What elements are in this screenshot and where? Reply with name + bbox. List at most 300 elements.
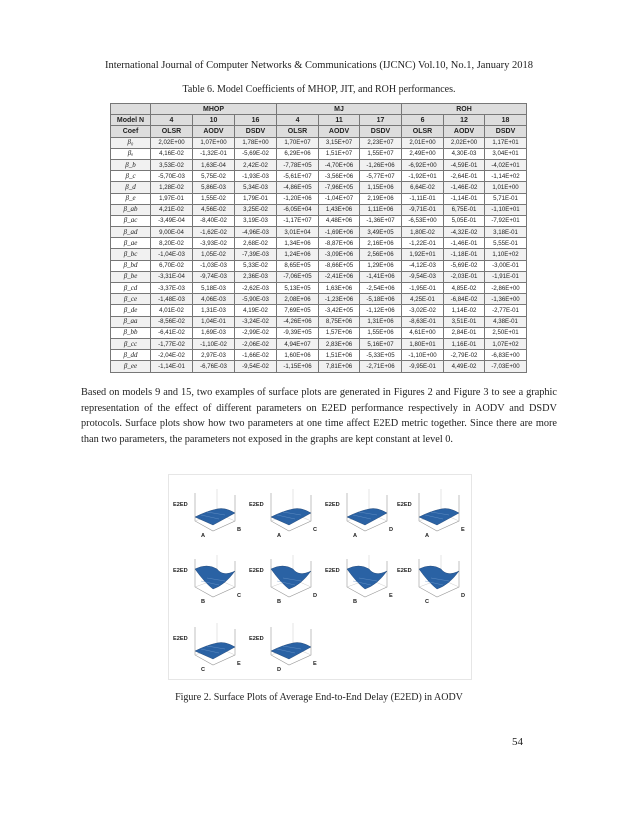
table-cell: -3,49E-04 — [151, 215, 193, 226]
table-column-header: DSDV — [360, 126, 402, 137]
table-cell: -2,77E-01 — [485, 305, 527, 316]
table-cell: -1,91E-01 — [485, 271, 527, 282]
table-cell: 3,25E-02 — [235, 204, 277, 215]
table-cell: -7,92E+01 — [485, 215, 527, 226]
table-cell: -2,04E-02 — [151, 350, 193, 361]
table-cell: -4,26E+06 — [277, 316, 319, 327]
table-cell: 1,07E+00 — [193, 137, 235, 148]
table-cell: -4,86E+05 — [277, 182, 319, 193]
z-axis-label: E2ED — [397, 502, 412, 508]
table-cell: -1,20E+06 — [277, 193, 319, 204]
table-cell: 6,75E-01 — [444, 204, 485, 215]
z-axis-label: E2ED — [397, 568, 412, 574]
table-cell: 2,02E+00 — [151, 137, 193, 148]
y-axis-label: E — [461, 527, 465, 533]
table-row — [111, 182, 527, 193]
table-cell: 6,29E+06 — [277, 148, 319, 159]
table-cell: -1,14E+02 — [485, 171, 527, 182]
table-cell: -5,70E-03 — [151, 171, 193, 182]
table-cell: -6,05E+04 — [277, 204, 319, 215]
table-cell: -1,04E-03 — [151, 249, 193, 260]
table-row — [111, 316, 527, 327]
table-cell: 7,81E+06 — [319, 361, 360, 372]
table-cell: -1,10E+00 — [402, 350, 444, 361]
table-cell: 1,05E-02 — [193, 249, 235, 260]
table-cell: -1,18E-01 — [444, 249, 485, 260]
table-cell: -1,66E-02 — [235, 350, 277, 361]
table-cell: 1,51E+07 — [319, 148, 360, 159]
table-cell: -7,39E-03 — [235, 249, 277, 260]
table-cell: -1,95E-01 — [402, 283, 444, 294]
table-cell: -5,18E+06 — [360, 294, 402, 305]
table-cell: 4,49E-02 — [444, 361, 485, 372]
x-axis-label: A — [201, 533, 206, 539]
table-row — [111, 305, 527, 316]
table-cell: 2,19E+06 — [360, 193, 402, 204]
table-cell: -6,41E-02 — [151, 327, 193, 338]
coef-symbol: β_e — [111, 193, 151, 204]
table-cell: 1,16E-01 — [444, 338, 485, 349]
body-paragraph: Based on models 9 and 15, two examples of surface plots are generated in Figures 2 and Figure 3 to see a graphic representation of the effect of different parameters on E2ED performance respectively in AODV and DSDV protocols. Surface plots show how two parameters at one time affect E2ED metric together. Since there are more than two parameters, the parameters not exposed in the graphs are kept constant at level 0. — [81, 387, 557, 445]
coef-symbol: β_ce — [111, 294, 151, 305]
table-row — [111, 171, 527, 182]
table-cell: 2,01E+00 — [402, 137, 444, 148]
surface-plot — [325, 481, 397, 543]
table-model-number: 4 — [151, 115, 193, 126]
table-cell: -3,42E+05 — [319, 305, 360, 316]
table-cell: -7,78E+05 — [277, 159, 319, 170]
table-cell: 1,57E+06 — [319, 327, 360, 338]
table-cell: -2,62E-03 — [235, 283, 277, 294]
table-row — [111, 238, 527, 249]
table-cell: -9,95E-01 — [402, 361, 444, 372]
coef-symbol: β_dd — [111, 350, 151, 361]
table-group-header: MJ — [277, 104, 402, 115]
table-cell: -4,96E-03 — [235, 227, 277, 238]
coef-symbol: β_ee — [111, 361, 151, 372]
z-axis-label: E2ED — [173, 568, 188, 574]
table-cell: -1,41E+06 — [360, 271, 402, 282]
x-axis-label: B — [353, 599, 358, 605]
table-cell: 7,69E+05 — [277, 305, 319, 316]
table-row — [111, 227, 527, 238]
table-row — [111, 350, 527, 361]
z-axis-label: E2ED — [249, 568, 264, 574]
coef-symbol: β_ae — [111, 238, 151, 249]
table-cell: 6,70E-02 — [151, 260, 193, 271]
table-row — [111, 338, 527, 349]
coef-symbol: βₐ — [111, 148, 151, 159]
table-cell: -6,76E-03 — [193, 361, 235, 372]
table-cell: 4,21E-02 — [151, 204, 193, 215]
coef-symbol: β_ad — [111, 227, 151, 238]
table-cell: 5,55E-01 — [485, 238, 527, 249]
y-axis-label: E — [237, 661, 241, 667]
y-axis-label: E — [313, 661, 317, 667]
table-row — [111, 249, 527, 260]
table-cell: -1,12E+06 — [360, 305, 402, 316]
table-cell: -3,09E+06 — [319, 249, 360, 260]
table-cell: 5,71E-01 — [485, 193, 527, 204]
coef-symbol: β_bc — [111, 249, 151, 260]
table-model-row — [111, 115, 527, 126]
table-cell: -4,70E+06 — [319, 159, 360, 170]
table-model-number: 6 — [402, 115, 444, 126]
table-cell: -4,59E-01 — [444, 159, 485, 170]
table-cell: 1,69E-03 — [193, 327, 235, 338]
table-cell: -1,26E+06 — [360, 159, 402, 170]
surface-plot — [249, 547, 321, 609]
table-cell: 2,23E+07 — [360, 137, 402, 148]
table-cell: 5,75E-02 — [193, 171, 235, 182]
table-cell: 4,30E-03 — [444, 148, 485, 159]
table-cell: 1,29E+06 — [360, 260, 402, 271]
table-cell: -1,93E-03 — [235, 171, 277, 182]
table-cell: -6,84E-02 — [444, 294, 485, 305]
journal-header: International Journal of Computer Networks & Communications (IJCNC) Vol.10, No.1, January 2018 — [104, 60, 534, 71]
table-cell: 5,13E+05 — [277, 283, 319, 294]
table-cell: 2,49E+00 — [402, 148, 444, 159]
table-cell: 5,33E-02 — [235, 260, 277, 271]
table-cell: 2,84E-01 — [444, 327, 485, 338]
z-axis-label: E2ED — [249, 502, 264, 508]
table-cell: -1,22E-01 — [402, 238, 444, 249]
table-row — [111, 148, 527, 159]
table-cell: 1,43E+06 — [319, 204, 360, 215]
y-axis-label: C — [237, 593, 242, 599]
table-cell: 3,53E-02 — [151, 159, 193, 170]
table-cell: 2,08E+06 — [277, 294, 319, 305]
table-cell: 1,55E+06 — [360, 327, 402, 338]
table-cell: -1,10E-02 — [193, 338, 235, 349]
table-cell: 1,24E+06 — [277, 249, 319, 260]
table-model-number: 10 — [193, 115, 235, 126]
table-cell: -3,24E-02 — [235, 316, 277, 327]
table-cell: 1,78E+00 — [235, 137, 277, 148]
table-cell: 9,00E-04 — [151, 227, 193, 238]
table-row — [111, 193, 527, 204]
table-cell: 8,20E-02 — [151, 238, 193, 249]
table-cell: -1,32E-01 — [193, 148, 235, 159]
table-cell: -5,90E-03 — [235, 294, 277, 305]
table-cell: -5,61E+07 — [277, 171, 319, 182]
table-row — [111, 159, 527, 170]
x-axis-label: C — [425, 599, 430, 605]
table-cell: 2,56E+06 — [360, 249, 402, 260]
table-cell: 4,19E-02 — [235, 305, 277, 316]
table-cell: 1,04E-01 — [193, 316, 235, 327]
table-model-number: 12 — [444, 115, 485, 126]
table-coef-label: Coef — [111, 126, 151, 137]
table-cell: -3,56E+06 — [319, 171, 360, 182]
surface-mesh — [347, 509, 387, 526]
table-cell: 4,25E-01 — [402, 294, 444, 305]
table-cell: 2,97E-03 — [193, 350, 235, 361]
surface-plot — [173, 547, 245, 609]
table-cell: 4,56E-02 — [193, 204, 235, 215]
table-cell: -1,14E-01 — [444, 193, 485, 204]
table-cell: 4,94E+07 — [277, 338, 319, 349]
table-cell: -5,33E+05 — [360, 350, 402, 361]
coef-symbol: β_aa — [111, 316, 151, 327]
coef-symbol: β_d — [111, 182, 151, 193]
coef-symbol: β_bb — [111, 327, 151, 338]
table-cell: -9,54E-03 — [402, 271, 444, 282]
table-row — [111, 283, 527, 294]
table-corner-cell — [111, 104, 151, 115]
table-row — [111, 137, 527, 148]
table-cell: -2,41E+06 — [319, 271, 360, 282]
table-column-header: AODV — [319, 126, 360, 137]
coef-symbol: β_ac — [111, 215, 151, 226]
table-cell: -4,32E-02 — [444, 227, 485, 238]
table-cell: 4,16E-02 — [151, 148, 193, 159]
coef-symbol: β₀ — [111, 137, 151, 148]
table-cell: -1,10E+01 — [485, 204, 527, 215]
y-axis-label: C — [313, 527, 318, 533]
table-cell: 5,18E-03 — [193, 283, 235, 294]
table-cell: -8,40E-02 — [193, 215, 235, 226]
table-column-header: AODV — [444, 126, 485, 137]
coef-symbol: β_b — [111, 159, 151, 170]
surface-mesh — [271, 643, 311, 660]
table-cell: 8,65E+05 — [277, 260, 319, 271]
z-axis-label: E2ED — [173, 636, 188, 642]
x-axis-label: B — [277, 599, 282, 605]
table-column-header: OLSR — [277, 126, 319, 137]
table-cell: 1,80E+01 — [402, 338, 444, 349]
table-cell: 1,92E+01 — [402, 249, 444, 260]
table-cell: 4,01E-02 — [151, 305, 193, 316]
surface-plot — [397, 547, 469, 609]
surface-mesh — [347, 566, 387, 589]
table-cell: 1,55E+07 — [360, 148, 402, 159]
table-column-row — [111, 126, 527, 137]
table-cell: -8,87E+06 — [319, 238, 360, 249]
x-axis-label: C — [201, 667, 206, 673]
table-cell: 1,28E-02 — [151, 182, 193, 193]
table-cell: -3,31E-04 — [151, 271, 193, 282]
table-cell: 1,07E+02 — [485, 338, 527, 349]
table-cell: -2,79E-02 — [444, 350, 485, 361]
coef-symbol: β_cc — [111, 338, 151, 349]
table-cell: 4,85E-02 — [444, 283, 485, 294]
table-cell: -5,69E-02 — [444, 260, 485, 271]
table-cell: 6,64E-02 — [402, 182, 444, 193]
table-cell: 3,49E+05 — [360, 227, 402, 238]
table-cell: -8,66E+05 — [319, 260, 360, 271]
surface-mesh — [195, 643, 235, 660]
y-axis-label: B — [237, 527, 242, 533]
table-cell: -3,00E-01 — [485, 260, 527, 271]
table-cell: -2,86E+00 — [485, 283, 527, 294]
table-cell: 1,63E+06 — [319, 283, 360, 294]
x-axis-label: A — [353, 533, 358, 539]
table-cell: -1,46E-01 — [444, 238, 485, 249]
table-column-header: OLSR — [402, 126, 444, 137]
table-cell: -7,03E+00 — [485, 361, 527, 372]
table-cell: -3,93E-02 — [193, 238, 235, 249]
table-group-row — [111, 104, 527, 115]
table-cell: 1,31E+06 — [360, 316, 402, 327]
x-axis-label: A — [277, 533, 282, 539]
table-cell: -2,71E+06 — [360, 361, 402, 372]
table-cell: -2,64E-01 — [444, 171, 485, 182]
surface-plots-figure — [168, 474, 472, 680]
figure-caption: Figure 2. Surface Plots of Average End-to-End Delay (E2ED) in AODV — [175, 692, 463, 703]
table-cell: -1,11E-01 — [402, 193, 444, 204]
coef-symbol: β_c — [111, 171, 151, 182]
table-cell: -6,53E+00 — [402, 215, 444, 226]
table-cell: 1,15E+06 — [360, 182, 402, 193]
y-axis-label: D — [461, 593, 466, 599]
z-axis-label: E2ED — [325, 568, 340, 574]
table-group-header: MHOP — [151, 104, 277, 115]
table-row — [111, 327, 527, 338]
surface-plot — [173, 481, 245, 543]
table-cell: -2,03E-01 — [444, 271, 485, 282]
table-cell: -9,54E-02 — [235, 361, 277, 372]
table-cell: 1,63E-04 — [193, 159, 235, 170]
table-column-header: AODV — [193, 126, 235, 137]
table-cell: -4,12E-03 — [402, 260, 444, 271]
z-axis-label: E2ED — [325, 502, 340, 508]
table-cell: -9,39E+05 — [277, 327, 319, 338]
table-cell: 1,17E+01 — [485, 137, 527, 148]
surface-mesh — [195, 509, 235, 526]
surface-mesh — [195, 566, 235, 589]
table-cell: 2,50E+01 — [485, 327, 527, 338]
surface-mesh — [271, 566, 311, 589]
table-cell: 1,10E+02 — [485, 249, 527, 260]
table-row — [111, 294, 527, 305]
table-cell: -1,23E+06 — [319, 294, 360, 305]
table-cell: 1,11E+06 — [360, 204, 402, 215]
coef-symbol: β_ab — [111, 204, 151, 215]
coef-symbol: β_de — [111, 305, 151, 316]
table-cell: -9,71E-01 — [402, 204, 444, 215]
table-cell: 3,15E+07 — [319, 137, 360, 148]
table-cell: -2,06E-02 — [235, 338, 277, 349]
table-cell: 2,36E-03 — [235, 271, 277, 282]
table-cell: 3,01E+04 — [277, 227, 319, 238]
table-cell: -1,62E-02 — [193, 227, 235, 238]
table-cell: -1,48E-03 — [151, 294, 193, 305]
table-cell: 1,80E-02 — [402, 227, 444, 238]
table-model-number: 4 — [277, 115, 319, 126]
table-model-number: 17 — [360, 115, 402, 126]
table-row — [111, 204, 527, 215]
table-cell: 4,61E+00 — [402, 327, 444, 338]
table-cell: -4,02E+01 — [485, 159, 527, 170]
table-row — [111, 260, 527, 271]
page-number: 54 — [512, 736, 523, 748]
table-cell: 3,19E-03 — [235, 215, 277, 226]
z-axis-label: E2ED — [249, 636, 264, 642]
surface-mesh — [419, 566, 459, 589]
table-cell: -2,99E-02 — [235, 327, 277, 338]
surface-plot — [325, 547, 397, 609]
table-cell: 1,51E+06 — [319, 350, 360, 361]
table-cell: -5,69E-02 — [235, 148, 277, 159]
table-cell: 1,60E+06 — [277, 350, 319, 361]
table-model-number: 18 — [485, 115, 527, 126]
table-cell: 1,97E-01 — [151, 193, 193, 204]
table-cell: 3,51E-01 — [444, 316, 485, 327]
table-row — [111, 361, 527, 372]
table-cell: 8,75E+06 — [319, 316, 360, 327]
table-column-header: DSDV — [235, 126, 277, 137]
y-axis-label: D — [389, 527, 394, 533]
table-cell: -7,06E+05 — [277, 271, 319, 282]
table-cell: 1,55E-02 — [193, 193, 235, 204]
table-cell: 2,02E+00 — [444, 137, 485, 148]
table-column-header: DSDV — [485, 126, 527, 137]
table-cell: 1,01E+00 — [485, 182, 527, 193]
x-axis-label: B — [201, 599, 206, 605]
table-cell: -1,03E-03 — [193, 260, 235, 271]
table-cell: -3,37E-03 — [151, 283, 193, 294]
surface-mesh — [419, 509, 459, 526]
table-cell: 4,38E-01 — [485, 316, 527, 327]
table-cell: 5,16E+07 — [360, 338, 402, 349]
table-cell: -8,63E-01 — [402, 316, 444, 327]
surface-plot — [249, 481, 321, 543]
table-cell: -1,69E+06 — [319, 227, 360, 238]
x-axis-label: A — [425, 533, 430, 539]
table-model-number: 11 — [319, 115, 360, 126]
z-axis-label: E2ED — [173, 502, 188, 508]
table-row — [111, 215, 527, 226]
table-cell: 2,42E-02 — [235, 159, 277, 170]
table-cell: 1,14E-02 — [444, 305, 485, 316]
table-cell: -1,04E+07 — [319, 193, 360, 204]
table-cell: -6,83E+00 — [485, 350, 527, 361]
table-cell: -3,02E-02 — [402, 305, 444, 316]
table-cell: -5,77E+07 — [360, 171, 402, 182]
table-cell: -1,36E+00 — [485, 294, 527, 305]
table-cell: 4,06E-03 — [193, 294, 235, 305]
table-cell: -2,54E+06 — [360, 283, 402, 294]
y-axis-label: D — [313, 593, 318, 599]
surface-plot — [173, 615, 245, 677]
surface-plot — [249, 615, 321, 677]
surface-mesh — [271, 509, 311, 526]
table-row — [111, 271, 527, 282]
table-cell: -9,74E-03 — [193, 271, 235, 282]
coefficients-table — [110, 103, 527, 373]
table-cell: 2,83E+06 — [319, 338, 360, 349]
table-cell: 1,34E+06 — [277, 238, 319, 249]
table-cell: 2,68E-02 — [235, 238, 277, 249]
table-cell: 1,31E-03 — [193, 305, 235, 316]
table-cell: -1,15E+06 — [277, 361, 319, 372]
table-cell: -7,96E+05 — [319, 182, 360, 193]
coef-symbol: β_bd — [111, 260, 151, 271]
table-cell: -8,56E-02 — [151, 316, 193, 327]
table-cell: -1,36E+07 — [360, 215, 402, 226]
table-cell: 5,05E-01 — [444, 215, 485, 226]
table-model-label: Model N — [111, 115, 151, 126]
table-cell: -6,92E+00 — [402, 159, 444, 170]
table-cell: 3,18E-01 — [485, 227, 527, 238]
table-group-header: ROH — [402, 104, 527, 115]
table-caption: Table 6. Model Coefficients of MHOP, JIT, and ROH performances. — [182, 84, 456, 95]
coef-symbol: β_be — [111, 271, 151, 282]
table-cell: 1,70E+07 — [277, 137, 319, 148]
surface-plot — [397, 481, 469, 543]
table-cell: -1,92E+01 — [402, 171, 444, 182]
